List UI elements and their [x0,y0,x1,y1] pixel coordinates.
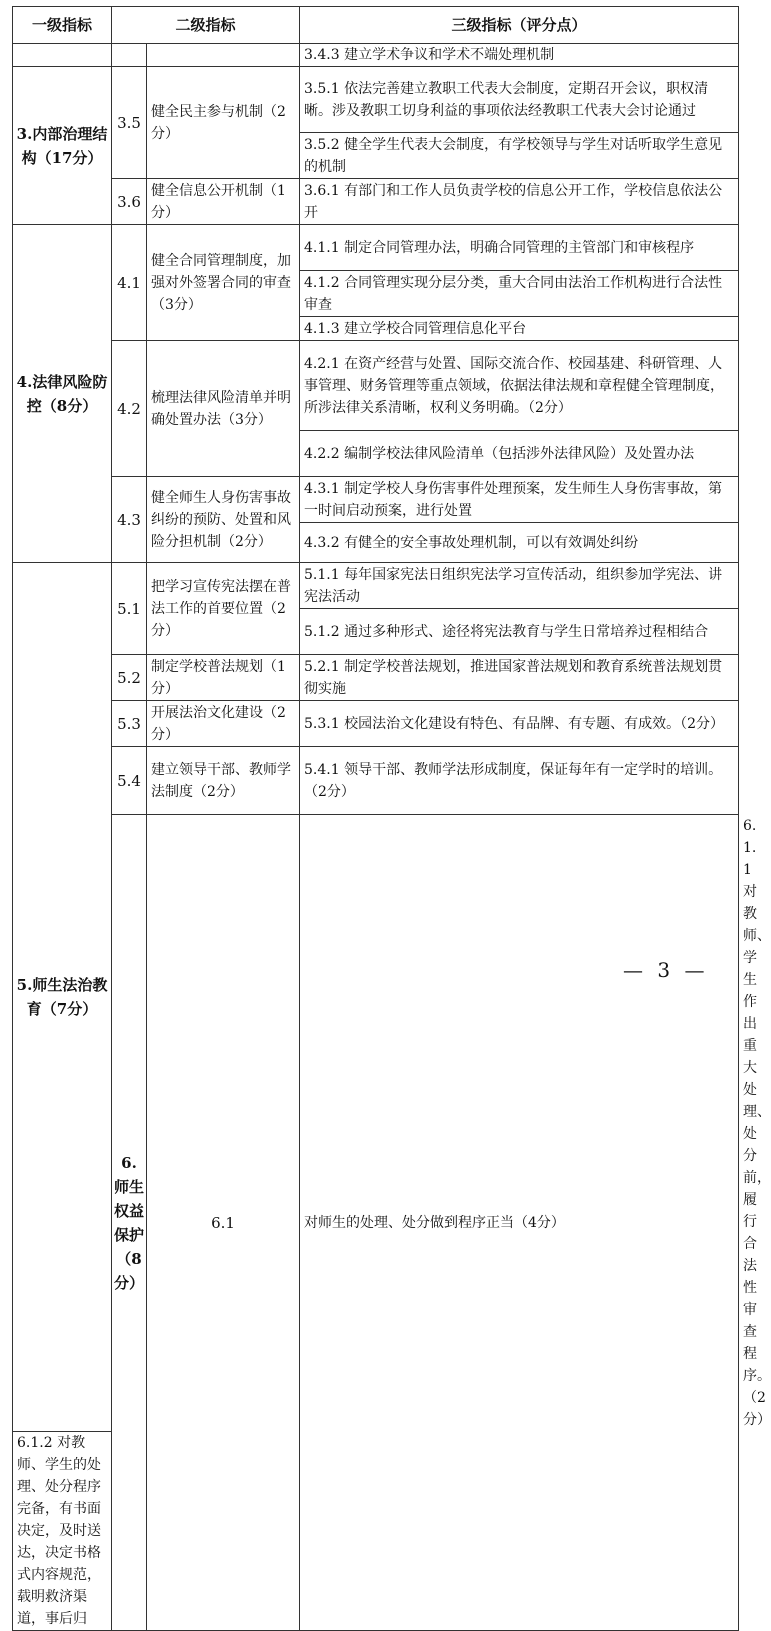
level2-number: 5.2 [112,655,147,701]
level2-name: 开展法治文化建设（2分） [147,701,300,747]
level3-point: 5.3.1 校园法治文化建设有特色、有品牌、有专题、有成效。（2分） [300,701,739,747]
level3-point: 4.2.1 在资产经营与处置、国际交流合作、校园基建、科研管理、人事管理、财务管理等重点领域，依据法律法规和章程健全管理制度，所涉法律关系清晰，权利义务明确。（2分） [300,341,739,431]
table-header-row [13,7,739,44]
level2-number: 4.3 [112,477,147,563]
level3-point: 4.1.1 制定合同管理办法，明确合同管理的主管部门和审核程序 [300,225,739,271]
level2-number: 4.2 [112,341,147,477]
level2-name: 建立领导干部、教师学法制度（2分） [147,747,300,815]
level3-point: 4.3.2 有健全的安全事故处理机制，可以有效调处纠纷 [300,523,739,563]
level3-point: 3.6.1 有部门和工作人员负责学校的信息公开工作，学校信息依法公开 [300,179,739,225]
level2-name: 健全师生人身伤害事故纠纷的预防、处置和风险分担机制（2分） [147,477,300,563]
level2-name: 梳理法律风险清单并明确处置办法（3分） [147,341,300,477]
table-row [13,747,739,815]
level1-cell: 5.师生法治教育（7分） [13,563,112,1432]
level2-number: 6.1 [147,815,300,1631]
level2-name: 健全合同管理制度，加强对外签署合同的审查（3分） [147,225,300,341]
table-row [13,225,739,271]
level2-name: 制定学校普法规划（1分） [147,655,300,701]
table-row [13,655,739,701]
level3-point: 3.5.2 健全学生代表大会制度，有学校领导与学生对话听取学生意见的机制 [300,133,739,179]
level1-cell [13,44,112,67]
indicator-table [12,6,771,1631]
level2-name: 对师生的处理、处分做到程序正当（4分） [300,815,739,1631]
level2-number: 5.3 [112,701,147,747]
table-row: 6.师生权益保护（8分） 6.1 对师生的处理、处分做到程序正当（4分） 6.1.1 对教师、学生作出重大处理、处分前，履行合法性审查程序。（2分） [13,815,739,1432]
table-row [13,179,739,225]
page-number: — 3 — [623,958,709,982]
level3-point: 5.1.1 每年国家宪法日组织宪法学习宣传活动，组织参加学宪法、讲宪法活动 [300,563,739,609]
level2-name: 把学习宣传宪法摆在普法工作的首要位置（2分） [147,563,300,655]
level2-number: 5.1 [112,563,147,655]
table-row [13,341,739,431]
level1-cell: 3.内部治理结构（17分） [13,67,112,225]
table-row [13,701,739,747]
level3-point: 4.2.2 编制学校法律风险清单（包括涉外法律风险）及处置办法 [300,431,739,477]
header-level2: 二级指标 [112,7,300,44]
level2-name: 健全信息公开机制（1分） [147,179,300,225]
level3-point: 4.3.1 制定学校人身伤害事件处理预案，发生师生人身伤害事故，第一时间启动预案，进行处置 [300,477,739,523]
table-row [13,563,739,609]
header-level3: 三级指标（评分点） [300,7,739,44]
level3-point: 5.4.1 领导干部、教师学法形成制度，保证每年有一定学时的培训。（2分） [300,747,739,815]
level3-point: 6.1.2 对教师、学生的处理、处分程序完备，有书面决定，及时送达，决定书格式内容规范，载明救济渠道，事后归 [13,1432,112,1631]
level2-number: 3.5 [112,67,147,179]
level3-point: 4.1.2 合同管理实现分层分类，重大合同由法治工作机构进行合法性审查 [300,271,739,317]
level2-name [147,44,300,67]
level3-point: 3.4.3 建立学术争议和学术不端处理机制 [300,44,739,67]
level1-cell: 6.师生权益保护（8分） [112,815,147,1631]
table-row [13,67,739,133]
level2-name: 健全民主参与机制（2分） [147,67,300,179]
level3-point: 4.1.3 建立学校合同管理信息化平台 [300,317,739,341]
level2-number: 5.4 [112,747,147,815]
level1-cell: 4.法律风险防控（8分） [13,225,112,563]
level3-point: 5.1.2 通过多种形式、途径将宪法教育与学生日常培养过程相结合 [300,609,739,655]
level2-number: 3.6 [112,179,147,225]
level3-point: 3.5.1 依法完善建立教职工代表大会制度，定期召开会议，职权清晰。涉及教职工切身利益的事项依法经教职工代表大会讨论通过 [300,67,739,133]
level2-number: 4.1 [112,225,147,341]
level3-point: 5.2.1 制定学校普法规划，推进国家普法规划和教育系统普法规划贯彻实施 [300,655,739,701]
level2-number [112,44,147,67]
header-level1: 一级指标 [13,7,112,44]
table-row [13,44,739,67]
table-row [13,477,739,523]
